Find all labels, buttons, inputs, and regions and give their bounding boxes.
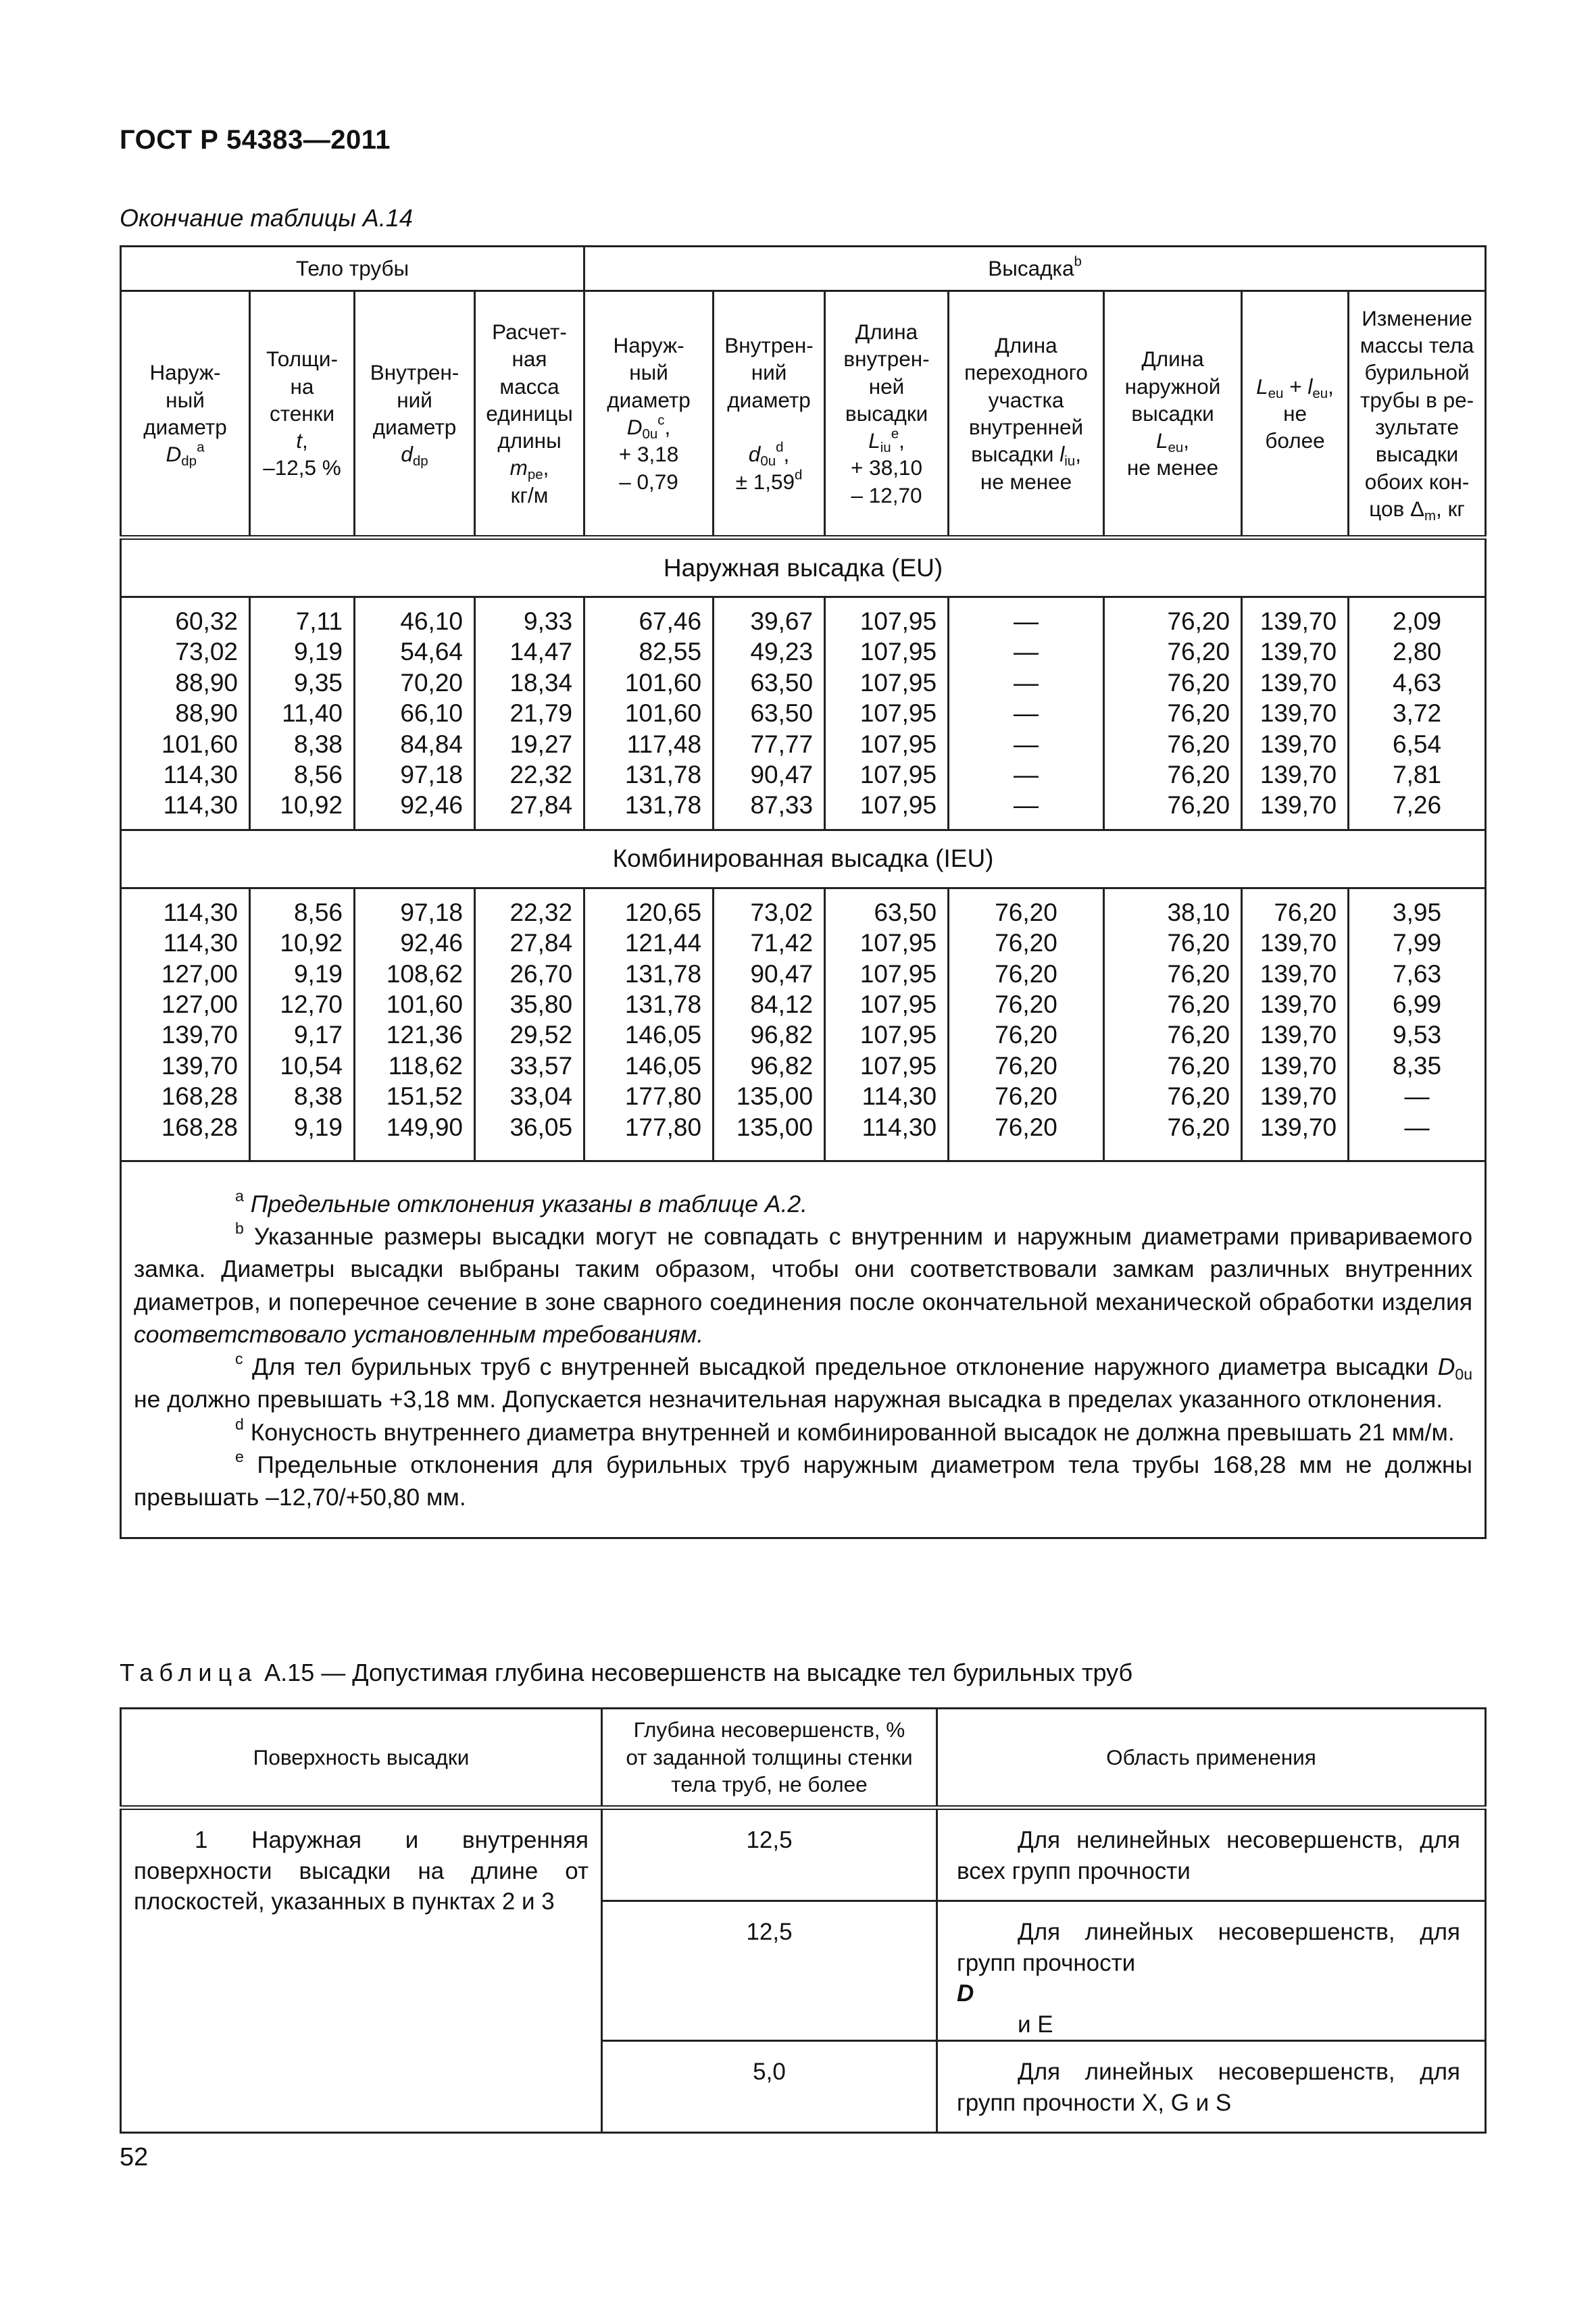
table-a14-caption: Окончание таблицы А.14 — [120, 204, 413, 232]
table-a15-caption: Таблица А.15 — Допустимая глубина несовершенств на высадке тел бурильных труб — [120, 1659, 1133, 1686]
col-header-upset-outer-diameter: Наруж- ный диаметр $D_{0u}^c$, + 3,18 – 0,79 — [584, 291, 714, 538]
note-e: $^e$ Предельные отклонения для бурильных труб наружным диаметром тела трубы 168,28 мм не должны превышать –12,70/+50,80 мм. — [134, 1447, 1473, 1511]
col-header-mass-change: Изменение массы тела бурильной трубы в ре- зультате высадки обоих кон- цов $\Delta_m$, кг — [1349, 291, 1486, 538]
col-header-leu-plus-leu: $L_{eu} + l_{eu}$, не более — [1242, 291, 1349, 538]
page-number: 52 — [120, 2143, 149, 2171]
cell-mass-change: 2,09 2,80 4,63 3,72 6,54 7,81 7,26 — [1349, 597, 1486, 830]
cell-application: Для линейных несовершенств, для групп прочности X, G и S — [937, 2041, 1486, 2133]
cell-wall-thickness: 8,56 10,92 9,19 12,70 9,17 10,54 8,38 9,19 — [250, 888, 355, 1161]
cell-inner-upset-length: 107,95 107,95 107,95 107,95 107,95 107,95 107,95 — [825, 597, 949, 830]
cell-depth: 12,5 — [602, 1808, 937, 1901]
cell-inner-diameter: 46,10 54,64 70,20 66,10 84,84 97,18 92,46 — [355, 597, 475, 830]
cell-outer-upset-length: 76,20 76,20 76,20 76,20 76,20 76,20 76,20 — [1104, 597, 1242, 830]
cell-depth: 5,0 — [602, 2041, 937, 2133]
cell-leu-plus-leu: 139,70 139,70 139,70 139,70 139,70 139,70 139,70 — [1242, 597, 1349, 830]
cell-outer-upset-length: 38,10 76,20 76,20 76,20 76,20 76,20 76,20 76,20 — [1104, 888, 1242, 1161]
group-header-upset: Высадка$^b$ — [584, 247, 1486, 291]
cell-upset-inner-diameter: 73,02 71,42 90,47 84,12 96,82 96,82 135,00 135,00 — [714, 888, 825, 1161]
cell-mass-change: 3,95 7,99 7,63 6,99 9,53 8,35 — — — [1349, 888, 1486, 1161]
table-a14 — [120, 245, 1487, 1539]
cell-outer-diameter: 60,32 73,02 88,90 88,90 101,60 114,30 114,30 — [121, 597, 250, 830]
header-application: Область применения — [937, 1709, 1486, 1808]
cell-inner-upset-length: 63,50 107,95 107,95 107,95 107,95 107,95 114,30 114,30 — [825, 888, 949, 1161]
cell-unit-mass: 22,32 27,84 26,70 35,80 29,52 33,57 33,04 36,05 — [475, 888, 584, 1161]
cell-unit-mass: 9,33 14,47 18,34 21,79 19,27 22,32 27,84 — [475, 597, 584, 830]
cell-application: Для линейных несовершенств, для групп прочности D и Е — [937, 1901, 1486, 2041]
cell-transition-length: 76,20 76,20 76,20 76,20 76,20 76,20 76,20 76,20 — [949, 888, 1104, 1161]
cell-wall-thickness: 7,11 9,19 9,35 11,40 8,38 8,56 10,92 — [250, 597, 355, 830]
group-header-body: Тело трубы — [121, 247, 584, 291]
col-header-outer-diameter: Наруж- ный диаметр $D_{dp}^a$ — [121, 291, 250, 538]
cell-application: Для нелинейных несовершенств, для всех групп прочности — [937, 1808, 1486, 1901]
col-header-upset-inner-diameter: Внутрен- ний диаметр $d_{0u}^d$, ± 1,59$^d$ — [714, 291, 825, 538]
cell-leu-plus-leu: 76,20 139,70 139,70 139,70 139,70 139,70 139,70 139,70 — [1242, 888, 1349, 1161]
section-title-ieu: Комбинированная высадка (IEU) — [121, 830, 1486, 888]
col-header-inner-diameter: Внутрен- ний диаметр $d_{dp}$ — [355, 291, 475, 538]
col-header-wall-thickness: Толщи- на стенки t, –12,5 % — [250, 291, 355, 538]
table-notes — [121, 1161, 1486, 1538]
table-row — [121, 888, 1486, 1161]
table-row — [121, 1808, 1486, 1901]
header-surface: Поверхность высадки — [121, 1709, 602, 1808]
note-b: $^b$ Указанные размеры высадки могут не совпадать с внутренним и наружным диаметрами привариваемого замка. Диаметры высадки выбраны таким образом, чтобы они соответствовали замкам различных внутренних диаметров, и поперечное сечение в зоне сварного соединения после окончательной механической обработки изделия соответствовало установленным требованиям. — [134, 1219, 1473, 1348]
col-header-inner-upset-length: Длина внутрен- ней высадки $L_{iu}^e$, + 38,10 – 12,70 — [825, 291, 949, 538]
table-a15 — [120, 1707, 1487, 2134]
note-c: $^c$ Для тел бурильных труб с внутренней высадкой предельное отклонение наружного диаметра высадки $D_{0u}$ не должно превышать +3,18 мм. Допускается незначительная наружная высадка в пределах указанного отклонения. — [134, 1350, 1473, 1413]
cell-upset-inner-diameter: 39,67 49,23 63,50 63,50 77,77 90,47 87,33 — [714, 597, 825, 830]
cell-depth: 12,5 — [602, 1901, 937, 2041]
cell-upset-outer-diameter: 120,65 121,44 131,78 131,78 146,05 146,05 177,80 177,80 — [584, 888, 714, 1161]
col-header-transition-length: Длина переходного участка внутренней высадки $l_{iu}$, не менее — [949, 291, 1104, 538]
document-header: ГОСТ Р 54383—2011 — [120, 125, 391, 155]
cell-surface: 1 Наружная и внутренняя поверхности высадки на длине от плоскостей, указанных в пунктах 2 и 3 — [121, 1808, 602, 2133]
cell-outer-diameter: 114,30 114,30 127,00 127,00 139,70 139,70 168,28 168,28 — [121, 888, 250, 1161]
table-row — [121, 597, 1486, 830]
note-a: $^a$ Предельные отклонения указаны в таблице А.2. — [235, 1186, 808, 1217]
cell-inner-diameter: 97,18 92,46 108,62 101,60 121,36 118,62 151,52 149,90 — [355, 888, 475, 1161]
cell-transition-length: — — — — — — — — [949, 597, 1104, 830]
section-title-eu: Наружная высадка (EU) — [121, 538, 1486, 597]
header-depth: Глубина несовершенств, % от заданной толщины стенки тела труб, не более — [602, 1709, 937, 1808]
cell-upset-outer-diameter: 67,46 82,55 101,60 101,60 117,48 131,78 131,78 — [584, 597, 714, 830]
col-header-outer-upset-length: Длина наружной высадки $L_{eu}$, не менее — [1104, 291, 1242, 538]
note-d: $^d$ Конусность внутреннего диаметра внутренней и комбинированной высадок не должна превышать 21 мм/м. — [235, 1415, 1455, 1446]
col-header-unit-mass: Расчет- ная масса единицы длины $m_{pe}$, кг/м — [475, 291, 584, 538]
